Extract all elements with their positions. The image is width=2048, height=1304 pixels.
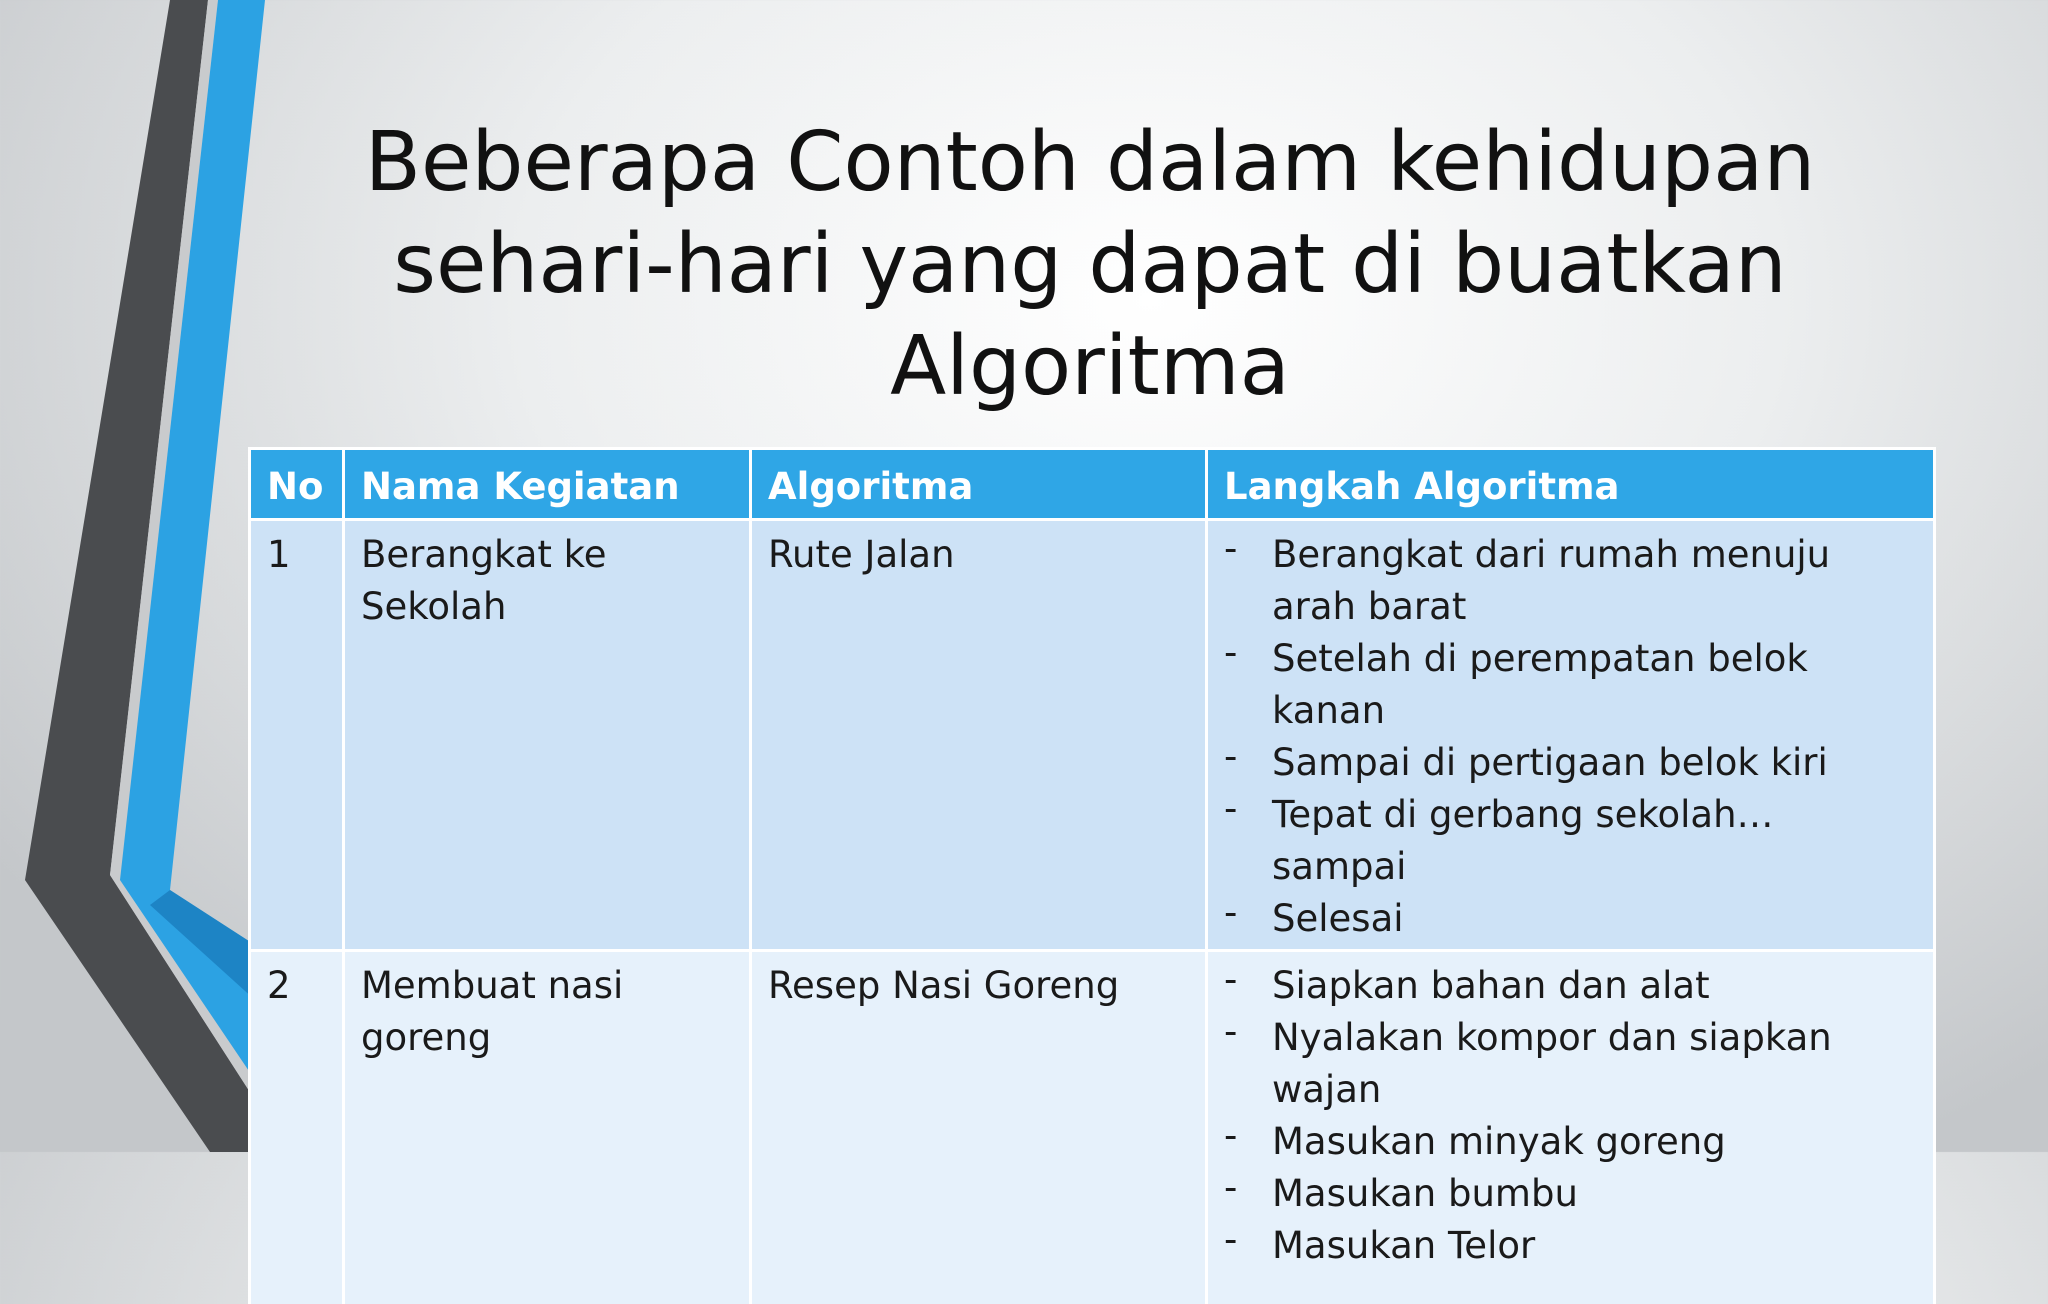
step-text: Masukan Telor xyxy=(1272,1224,1535,1267)
header-langkah-algoritma: Langkah Algoritma xyxy=(1207,449,1935,520)
cell-no: 2 xyxy=(250,951,344,1304)
table-row xyxy=(250,951,1935,1304)
step-text: Siapkan bahan dan alat xyxy=(1272,964,1710,1007)
step-item xyxy=(1224,1116,1919,1168)
step-list xyxy=(1224,529,1919,945)
dash-bullet: - xyxy=(1224,1006,1264,1058)
title-line-1: Beberapa Contoh dalam kehidupan xyxy=(365,115,1816,210)
step-item xyxy=(1224,960,1919,1012)
step-item xyxy=(1224,1220,1919,1272)
step-item xyxy=(1224,1168,1919,1220)
cell-algoritma: Resep Nasi Goreng xyxy=(751,951,1207,1304)
dash-bullet: - xyxy=(1224,954,1264,1006)
title-line-2: sehari-hari yang dapat di buatkan xyxy=(393,217,1787,312)
table-row xyxy=(250,520,1935,951)
cell-nama-kegiatan: Berangkat ke Sekolah xyxy=(344,520,751,951)
dash-bullet: - xyxy=(1224,627,1264,679)
dash-bullet: - xyxy=(1224,731,1264,783)
cell-langkah xyxy=(1207,520,1935,951)
dash-bullet: - xyxy=(1224,783,1264,835)
step-item xyxy=(1224,529,1919,633)
step-text: Setelah di perempatan belok kanan xyxy=(1272,637,1808,732)
step-text: Tepat di gerbang sekolah… sampai xyxy=(1272,793,1774,888)
step-item xyxy=(1224,1012,1919,1116)
title-line-3: Algoritma xyxy=(890,319,1290,414)
header-algoritma: Algoritma xyxy=(751,449,1207,520)
dash-bullet: - xyxy=(1224,1214,1264,1266)
step-list xyxy=(1224,960,1919,1272)
step-text: Masukan bumbu xyxy=(1272,1172,1578,1215)
cell-langkah xyxy=(1207,951,1935,1304)
step-text: Masukan minyak goreng xyxy=(1272,1120,1726,1163)
slide-title xyxy=(300,112,1880,418)
dash-bullet: - xyxy=(1224,1162,1264,1214)
cell-nama-kegiatan: Membuat nasi goreng xyxy=(344,951,751,1304)
step-text: Selesai xyxy=(1272,897,1404,940)
step-item xyxy=(1224,633,1919,737)
step-item xyxy=(1224,737,1919,789)
step-item xyxy=(1224,893,1919,945)
dash-bullet: - xyxy=(1224,1110,1264,1162)
step-text: Nyalakan kompor dan siapkan wajan xyxy=(1272,1016,1832,1111)
algorithm-examples-table xyxy=(248,447,1936,1304)
step-item xyxy=(1224,789,1919,893)
dash-bullet: - xyxy=(1224,523,1264,575)
dash-bullet: - xyxy=(1224,887,1264,939)
table-header-row xyxy=(250,449,1935,520)
step-text: Berangkat dari rumah menuju arah barat xyxy=(1272,533,1830,628)
header-no: No xyxy=(250,449,344,520)
header-nama-kegiatan: Nama Kegiatan xyxy=(344,449,751,520)
step-text: Sampai di pertigaan belok kiri xyxy=(1272,741,1828,784)
cell-algoritma: Rute Jalan xyxy=(751,520,1207,951)
cell-no: 1 xyxy=(250,520,344,951)
